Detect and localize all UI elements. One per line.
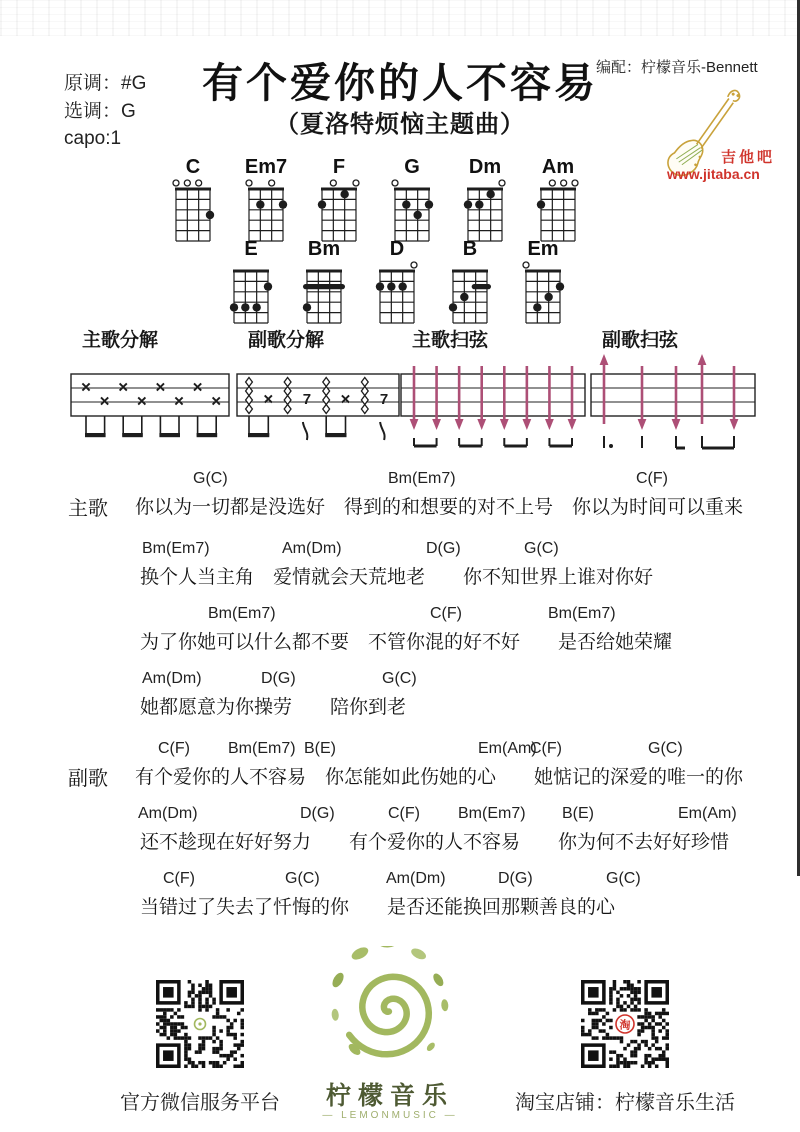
- capo-label: capo:1: [64, 128, 122, 149]
- chord-grid: [462, 178, 508, 246]
- chord-mark: G(C): [648, 740, 683, 757]
- chord-mark: G(C): [193, 470, 228, 487]
- rhythm-pattern-label: 副歌分解: [248, 330, 325, 351]
- chord-diagram-label: E: [244, 238, 258, 260]
- taobao-qr-code: [581, 980, 669, 1068]
- chord-mark: Am(Dm): [282, 540, 342, 557]
- chord-diagram-label: Bm: [307, 238, 341, 260]
- song-subtitle: （夏洛特烦恼主题曲）: [275, 111, 525, 138]
- chord-mark: Bm(Em7): [458, 805, 526, 822]
- chord-diagram-Em7: [243, 156, 289, 246]
- decorative-top-border: [0, 0, 800, 36]
- rhythm-pattern-label: 主歌扫弦: [412, 330, 489, 351]
- lyric-text: 还不趁现在好好努力 有个爱你的人不容易 你为何不去好好珍惜: [140, 832, 730, 853]
- chord-mark: G(C): [524, 540, 559, 557]
- wechat-qr-code: [156, 980, 244, 1068]
- chord-mark: C(F): [388, 805, 420, 822]
- rhythm-tab: [70, 352, 230, 460]
- chord-mark: C(F): [530, 740, 562, 757]
- lemon-spiral-icon: [305, 946, 475, 1074]
- chord-mark: G(C): [382, 670, 417, 687]
- lyric-text: 当错过了失去了忏悔的你 是否还能换回那颗善良的心: [140, 897, 616, 918]
- chord-mark: B(E): [562, 805, 594, 822]
- arranger-credit: 编配：柠檬音乐-Bennett: [596, 59, 758, 76]
- chord-diagrams-row-2: [228, 238, 566, 328]
- rhythm-tab: [236, 352, 400, 460]
- chord-mark: Bm(Em7): [548, 605, 616, 622]
- chord-grid: [228, 260, 274, 328]
- chord-grid: [170, 178, 216, 246]
- rhythm-tab: [590, 352, 756, 460]
- lyric-line: [0, 870, 800, 932]
- chord-grid: [316, 178, 362, 246]
- chord-grid: [374, 260, 420, 328]
- section-label: 副歌: [68, 768, 108, 790]
- chord-diagram-Em: [520, 238, 566, 328]
- chord-diagram-F: [316, 156, 362, 246]
- chord-mark: Am(Dm): [142, 670, 202, 687]
- rhythm-pattern-4: [590, 330, 756, 460]
- lyric-line: [0, 605, 800, 667]
- chord-mark: C(F): [158, 740, 190, 757]
- chord-mark: C(F): [636, 470, 668, 487]
- rhythm-tab: [400, 352, 586, 460]
- jitaba-logo: [645, 82, 795, 192]
- chord-diagram-label: Em7: [244, 156, 288, 178]
- chord-diagram-label: D: [389, 238, 405, 260]
- lyric-text: 有个爱你的人不容易 你怎能如此伤她的心 她惦记的深爱的唯一的你: [135, 767, 744, 788]
- jitaba-site-url: www.jitaba.cn: [667, 166, 760, 182]
- chord-grid: [389, 178, 435, 246]
- section-label: 主歌: [68, 498, 108, 520]
- lyric-text: 她都愿意为你操劳 陪你到老: [140, 697, 407, 718]
- rhythm-pattern-label: 主歌分解: [82, 330, 159, 351]
- chord-grid: [243, 178, 289, 246]
- song-title: 有个爱你的人不容易: [202, 60, 598, 106]
- chord-mark: G(C): [606, 870, 641, 887]
- chord-grid: [447, 260, 493, 328]
- lyric-text: 换个人当主角 爱情就会天荒地老 你不知世界上谁对你好: [140, 567, 654, 588]
- svg-text:7: 7: [379, 391, 389, 408]
- chord-mark: G(C): [285, 870, 320, 887]
- jitaba-site-name: 吉他吧: [721, 149, 776, 166]
- lyric-line: [0, 740, 800, 802]
- chord-mark: D(G): [498, 870, 533, 887]
- chord-mark: Am(Dm): [138, 805, 198, 822]
- rhythm-pattern-2: [236, 330, 400, 460]
- chord-diagram-label: Am: [541, 156, 575, 178]
- chord-mark: D(G): [300, 805, 335, 822]
- chord-mark: Bm(Em7): [142, 540, 210, 557]
- taobao-caption: 淘宝店铺：柠檬音乐生活: [515, 1092, 735, 1114]
- chord-diagram-label: C: [185, 156, 201, 178]
- chord-diagram-E: [228, 238, 274, 328]
- rhythm-pattern-3: [400, 330, 586, 460]
- chord-mark: Bm(Em7): [228, 740, 296, 757]
- chord-mark: Am(Dm): [386, 870, 446, 887]
- svg-text:7: 7: [302, 391, 312, 408]
- lyric-line: [0, 470, 800, 532]
- svg-text:淘: 淘: [619, 1019, 631, 1032]
- lyric-line: [0, 670, 800, 732]
- chord-diagram-label: F: [332, 156, 346, 178]
- wechat-caption: 官方微信服务平台: [120, 1092, 280, 1114]
- chord-mark: C(F): [163, 870, 195, 887]
- lyric-line: [0, 805, 800, 867]
- chord-grid: [301, 260, 347, 328]
- lemon-logo-subtitle: — LEMONMUSIC —: [322, 1110, 458, 1121]
- chord-mark: Em(Am): [478, 740, 537, 757]
- chord-diagram-label: G: [404, 156, 420, 178]
- rhythm-pattern-1: [70, 330, 230, 460]
- lyric-line: [0, 540, 800, 602]
- chord-diagram-label: B: [462, 238, 478, 260]
- chord-diagram-Bm: [301, 238, 347, 328]
- chord-mark: Em(Am): [678, 805, 737, 822]
- chord-diagram-Dm: [462, 156, 508, 246]
- chord-diagram-label: Em: [527, 238, 559, 260]
- chord-diagram-B: [447, 238, 493, 328]
- lemon-logo-name: 柠檬音乐: [325, 1082, 454, 1110]
- rhythm-pattern-label: 副歌扫弦: [602, 330, 679, 351]
- chord-grid: [520, 260, 566, 328]
- lyric-text: 为了你她可以什么都不要 不管你混的好不好 是否给她荣耀: [140, 632, 673, 653]
- chord-diagram-label: Dm: [468, 156, 502, 178]
- chord-mark: D(G): [426, 540, 461, 557]
- chord-mark: B(E): [304, 740, 336, 757]
- chord-mark: D(G): [261, 670, 296, 687]
- chord-mark: Bm(Em7): [208, 605, 276, 622]
- lemon-music-logo: [305, 946, 475, 1074]
- chord-grid: [535, 178, 581, 246]
- original-key: 原调：#G: [64, 73, 147, 94]
- chord-mark: Bm(Em7): [388, 470, 456, 487]
- chord-diagram-D: [374, 238, 420, 328]
- chord-mark: C(F): [430, 605, 462, 622]
- play-key: 选调：G: [64, 100, 136, 122]
- chord-diagram-Am: [535, 156, 581, 246]
- lyric-text: 你以为一切都是没选好 得到的和想要的对不上号 你以为时间可以重来: [135, 497, 744, 518]
- chord-diagrams-row-1: [170, 156, 581, 246]
- chord-diagram-C: [170, 156, 216, 246]
- chord-diagram-G: [389, 156, 435, 246]
